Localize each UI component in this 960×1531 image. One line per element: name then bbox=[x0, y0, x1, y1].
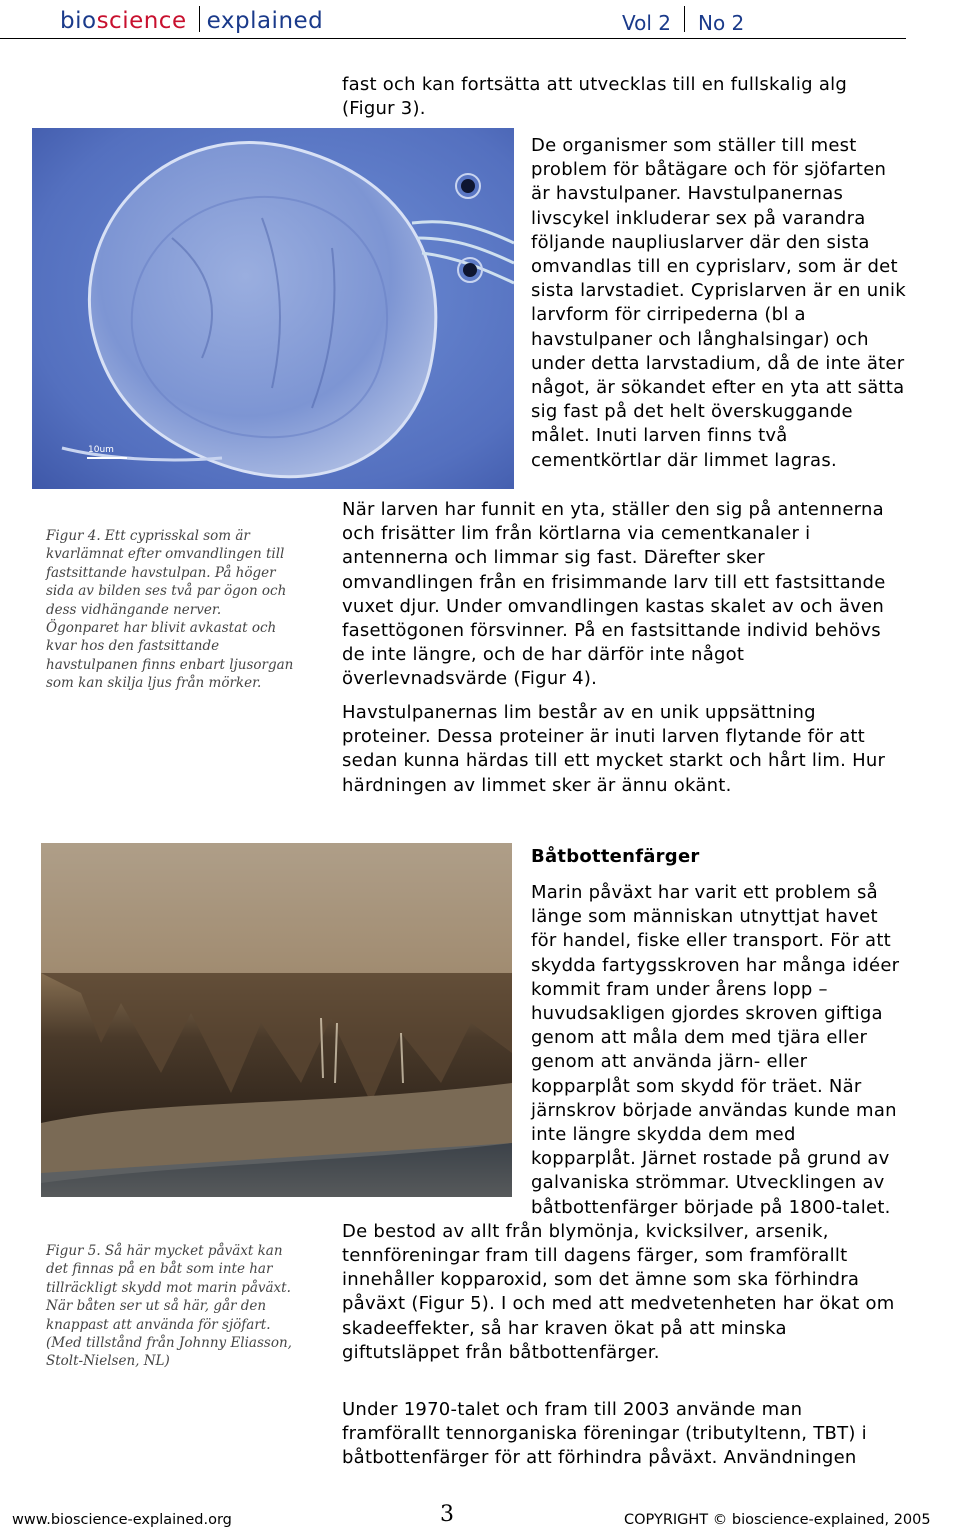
figure-4-micrograph bbox=[32, 128, 514, 489]
brand-explained: explained bbox=[206, 8, 324, 34]
page-number: 3 bbox=[440, 1502, 454, 1527]
brand-bio: bio bbox=[60, 8, 97, 34]
brand-science: science bbox=[96, 8, 187, 34]
issue-label: No 2 bbox=[698, 11, 745, 35]
section2-heading: Båtbottenfärger bbox=[531, 846, 700, 867]
figure-4-caption: Figur 4. Ett cyprisskal som är kvarlämnat efter omvandlingen till fastsittande havstulpan. På höger sida av bilden ses två par ögon och dess vidhängande nerver. Ögonparet har blivit avkastat och kvar hos den fastsittande havstulpanen finns enbart ljusorgan som kan skilja ljus från mörker. bbox=[46, 528, 294, 692]
footer-url: www.bioscience-explained.org bbox=[12, 1512, 232, 1528]
figure-5-caption: Figur 5. Så här mycket påväxt kan det finnas på en båt som inte har tillräckligt skydd mot marin påväxt. När båten ser ut så här, går den knappast att använda för sjöfart. (Med tillstånd från Johnny Eliasson, Stolt-Nielsen, NL) bbox=[46, 1243, 292, 1370]
text-wrap-spacer bbox=[342, 881, 531, 1199]
page-header bbox=[0, 0, 906, 39]
scale-bar-label: 10um bbox=[88, 445, 114, 455]
header-divider bbox=[199, 6, 200, 32]
journal-title bbox=[60, 8, 323, 34]
section2-paragraph-b: Under 1970-talet och fram till 2003 använde man framförallt tennorganiska föreningar (tributyltenn, TBT) i båtbottenfärger för att förhindra påväxt. Användningen bbox=[342, 1399, 867, 1469]
header-divider bbox=[684, 6, 685, 32]
section1-paragraph-b: När larven har funnit en yta, ställer den sig på antennerna och frisätter lim från körtlarna via cementkanaler i antennerna och limmar sig fast. Därefter sker omvandlingen från en frisimmande larv till ett fastsittande vuxet djur. Under omvandlingen kastas skalet av och även fasettögonen försvinner. På en fastsittande individ behövs de inte längre, och de har därför inte något överlevnadsvärde (Figur 4). bbox=[342, 499, 886, 690]
section1-paragraph-c: Havstulpanernas lim består av en unik uppsättning proteiner. Dessa proteiner är inuti larven flytande för att sedan kunna härdas till ett mycket starkt och hårt lim. Hur härdningen av limmet sker är ännu okänt. bbox=[342, 702, 886, 796]
section1-paragraph-a: De organismer som ställer till mest problem för båtägare och för sjöfarten är havstulpaner. Havstulpanernas livscykel inkluderar sex på varandra följande naupliuslarver där den sista omvandlas till en cyprislarv, som är det sista larvstadiet. Cyprislarven är en unik larvform för cirripederna (bl a havstulpaner och långhalsingar) och under detta larvstadium, då de inte äter något, är sökandet efter en yta att sätta sig fast på det helt överskuggande målet. Inuti larven finns två cementkörtlar där limmet lagras. bbox=[531, 135, 906, 471]
intro-paragraph: fast och kan fortsätta att utvecklas till en fullskalig alg (Figur 3). bbox=[342, 74, 848, 120]
volume-label: Vol 2 bbox=[622, 11, 672, 35]
footer-copyright: COPYRIGHT © bioscience-explained, 2005 bbox=[624, 1512, 931, 1528]
section2-paragraph-a: Marin påväxt har varit ett problem så länge som människan utnyttjat havet för handel, fiske eller transport. För att skydda fartygsskroven har många idéer kommit fram under årens lopp – huvudsakligen gjordes skroven giftiga genom att måla dem med tjära eller genom att använda järn- eller kopparplåt som skydd för träet. När järnskrov började användas kunde man inte längre skydda dem med kopparplåt. Järnet rostade på grund av galvaniska strömmar. Utvecklingen av båtbottenfärger började på 1800-talet. De bestod av allt från blymönja, kvicksilver, arsenik, tennföreningar fram till dagens färger, som framförallt innehåller kopparoxid, som det ämne som ska förhindra påväxt (Figur 5). I och med att medvetenheten har ökat om skadeeffekter, så har kraven ökat på att minska giftutsläppet från båtbottenfärger. bbox=[342, 882, 900, 1363]
